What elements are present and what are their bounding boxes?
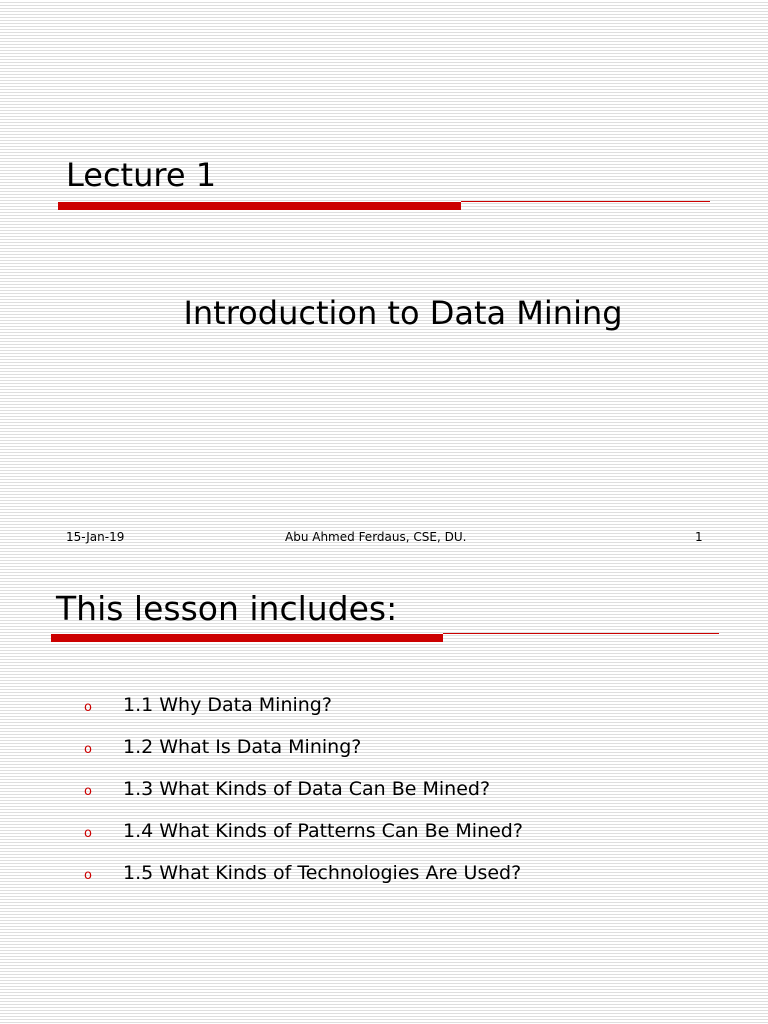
lesson-title-underline-thick [51,634,443,642]
bullet-icon: o [84,784,92,799]
footer-author: Abu Ahmed Ferdaus, CSE, DU. [285,530,467,544]
slide-2 [0,576,768,1024]
title-underline-thick [58,202,461,210]
footer-date: 15-Jan-19 [66,530,125,544]
lesson-title-underline-thin [443,633,719,634]
list-item-text: 1.3 What Kinds of Data Can Be Mined? [123,778,491,800]
bullet-icon: o [84,700,92,715]
title-underline-thin [461,201,710,202]
list-item-text: 1.5 What Kinds of Technologies Are Used? [123,862,522,884]
list-item-text: 1.1 Why Data Mining? [123,694,332,716]
list-item-text: 1.2 What Is Data Mining? [123,736,362,758]
footer-page-number: 1 [695,530,703,544]
list-item-text: 1.4 What Kinds of Patterns Can Be Mined? [123,820,523,842]
lecture-title: Lecture 1 [66,156,217,194]
lesson-title: This lesson includes: [56,589,398,628]
lecture-subtitle: Introduction to Data Mining [183,294,623,332]
bullet-icon: o [84,742,92,757]
bullet-icon: o [84,826,92,841]
bullet-icon: o [84,868,92,883]
